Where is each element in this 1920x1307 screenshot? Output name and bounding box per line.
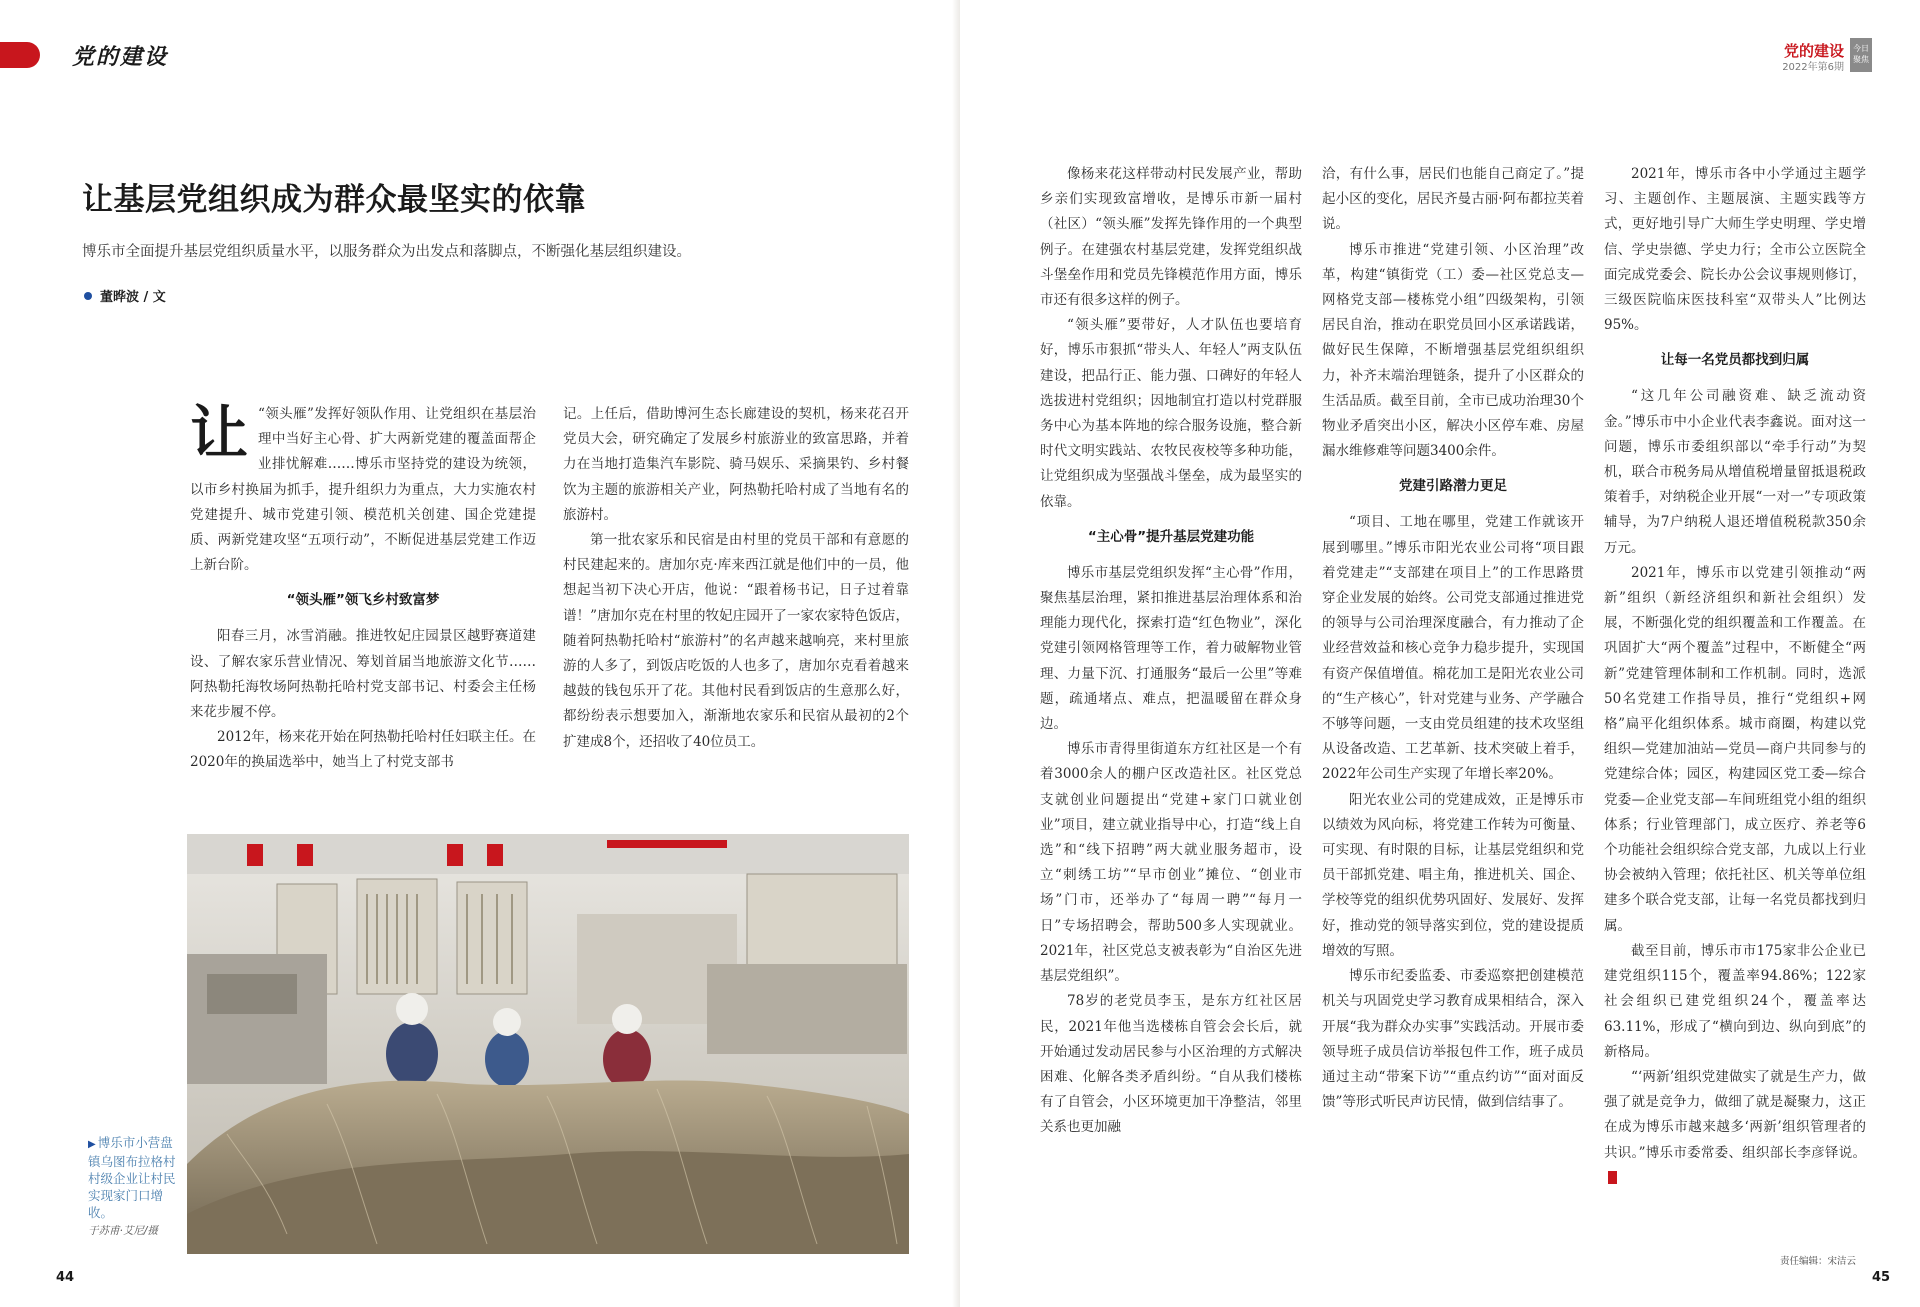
bullet-dot-icon (84, 292, 92, 300)
photo-caption (88, 1134, 180, 1240)
section-title: 党的建设 (72, 44, 169, 70)
subheading: “主心骨”提升基层党建功能 (1087, 528, 1255, 545)
paragraph: 第一批农家乐和民宿是由村里的党员干部和有意愿的村民建起来的。唐加尔克·库来西江就是他们中的一员，他想起当初下决心开店，他说：“跟着杨书记，日子过着靠谱！”唐加尔克在村里的牧妃庄园开了一家农家特色饭店，随着阿热勒托哈村“旅游村”的名声越来越响亮，来村里旅游的人多了，到饭店吃饭的人也多了，唐加尔克看着越来越鼓的钱包乐开了花。其他村民看到饭店的生意那么好，都纷纷表示想要加入，渐渐地农家乐和民宿从最初的2个扩建成8个，还招收了40位员工。 (563, 532, 909, 750)
paragraph: 2021年，博乐市以党建引领推动“两新”组织（新经济组织和新社会组织）发展，不断强化党的组织覆盖和工作覆盖。在巩固扩大“两个覆盖”过程中，不断健全“两新”党建管理体制和工作机制。同时，选派50名党建工作指导员，推行“党组织+网格”扁平化组织体系。城市商圈，构建以党组织—党建加油站—党员—商户共同参与的党建综合体；园区，构建园区党工委—综合党委—企业党支部—车间班组党小组的组织体系；行业管理部门，成立医疗、养老等6个功能社会组织综合党支部，九成以上行业协会被纳入管理；依托社区、机关等单位组建多个联合党支部，让每一名党员都找到归属。 (1604, 564, 1866, 934)
end-mark-icon (1608, 1171, 1617, 1184)
running-head-issue: 2022年第6期 (1782, 62, 1844, 73)
paragraph: 博乐市青得里街道东方红社区是一个有着3000余人的棚户区改造社区。社区党总支就创业问题提出“党建+家门口就业创业”项目，建立就业指导中心，打造“线上自选”和“线下招聘”两大就业服务超市，设立“刺绣工坊”“早市创业”摊位、“创业市场”门市，还举办了“每周一聘”“每月一日”专场招聘会，帮助500多人实现就业。2021年，社区党总支被表彰为“自治区先进基层党组织”。 (1040, 741, 1302, 985)
paragraph: 2012年，杨来花开始在阿热勒托哈村任妇联主任。在2020年的换届选举中，她当上了村党支部书 (190, 729, 536, 771)
drop-cap: 让 (190, 399, 249, 467)
noodle-factory-illustration (187, 834, 909, 1254)
photo-credit: 于苏甫·艾尼/摄 (88, 1225, 158, 1237)
paragraph: 2021年，博乐市各中小学通过主题学习、主题创作、主题展演、主题实践等方式，更好地引导广大师生学史明理、学史增信、学史崇德、学史力行；全市公立医院全面完成党委会、院长办公会议事规则修订，三级医院临床医技科室“双带头人”比例达95%。 (1604, 166, 1866, 334)
paragraph (1604, 1065, 1866, 1191)
byline (84, 286, 166, 305)
closing-paragraph-text: “‘两新’组织党建做实了就是生产力，做强了就是竞争力，做细了就是凝聚力，这正在成为博乐市越来越多‘两新’组织管理者的共识。”博乐市委常委、组织部长李彦铎说。 (1604, 1068, 1866, 1161)
caption-triangle-icon: ▶ (88, 1139, 96, 1150)
section-tab-marker (0, 42, 40, 68)
column-2 (563, 402, 909, 755)
column-5 (1604, 162, 1866, 1191)
factory-workers-photo (187, 834, 909, 1254)
caption-text: 博乐市小营盘镇乌图布拉格村村级企业让村民实现家门口增收。 (88, 1135, 176, 1220)
column-1 (190, 399, 536, 776)
paragraph: “领头雁”要带好，人才队伍也要培育好，博乐市狠抓“带头人、年轻人”两支队伍建设，把品行正、能力强、口碑好的年轻人选拔进村党组织；因地制宜打造以村党群服务中心为基本阵地的综合服务设施，整合新时代文明实践站、农牧民夜校等多种功能，让党组织成为坚强战斗堡垒，成为最坚实的依靠。 (1040, 317, 1302, 510)
paragraph: 博乐市基层党组织发挥“主心骨”作用，聚焦基层治理，紧扣推进基层治理体系和治理能力现代化，探索打造“红色物业”，深化党建引领网格管理等工作，着力破解物业管理、力量下沉、打通服务“最后一公里”等难题，疏通堵点、难点，把温暖留在群众身边。 (1040, 564, 1302, 733)
article-deck: 博乐市全面提升基层党组织质量水平，以服务群众为出发点和落脚点，不断强化基层组织建设。 (82, 244, 691, 260)
subheading: 党建引路潜力更足 (1399, 478, 1507, 495)
subheading: 让每一名党员都找到归属 (1660, 352, 1810, 369)
paragraph: “领头雁”发挥好领队作用、让党组织在基层治理中当好主心骨、扩大两新党建的覆盖面帮企业排忧解难……博乐市坚持党的建设为统领，以市乡村换届为抓手，提升组织力为重点，大力实施农村党建提升、城市党建引领、模范机关创建、国企党建提质、两新党建攻坚“五项行动”，不断促进基层党建工作迈上新台阶。 (190, 406, 536, 574)
paragraph: 阳光农业公司的党建成效，正是博乐市以绩效为风向标，将党建工作转为可衡量、可实现、有时限的目标，让基层党组织和党员干部抓党建、唱主角，推进机关、国企、学校等党的组织优势巩固好、发展好、发挥好，推动党的领导落实到位，党的建设提质增效的写照。 (1322, 791, 1584, 959)
column-badge: 今日聚焦 (1850, 38, 1872, 72)
paragraph: 78岁的老党员李玉，是东方红社区居民，2021年他当选楼栋自管会会长后，就开始通过发动居民参与小区治理的方式解决困难、化解各类矛盾纠纷。“自从我们楼栋有了自管会，小区环境更加干净整洁，邻里关系也更加融 (1040, 993, 1302, 1136)
paragraph: “项目、工地在哪里，党建工作就该开展到哪里。”博乐市阳光农业公司将“项目跟着党建走”“支部建在项目上”的工作思路贯穿企业发展的始终。公司党支部通过推进党的领导与公司治理深度融合，有力推动了企业经营效益和核心竞争力稳步提升，实现国有资产保值增值。棉花加工是阳光农业公司的“生产核心”，针对党建与业务、产学融合不够等问题，一支由党员组建的技术攻坚组从设备改造、工艺革新、技术突破上着手，2022年公司生产实现了年增长率20%。 (1322, 514, 1584, 783)
running-head-title: 党的建设 (1783, 42, 1844, 60)
column-4 (1322, 162, 1584, 1115)
article-headline: 让基层党组织成为群众最坚实的依靠 (82, 182, 586, 218)
page-number-left: 44 (56, 1270, 75, 1285)
paragraph: 像杨来花这样带动村民发展产业，帮助乡亲们实现致富增收，是博乐市新一届村（社区）“领头雁”发挥先锋作用的一个典型例子。在建强农村基层党建，发挥党组织战斗堡垒作用和党员先锋模范作用方面，博乐市还有很多这样的例子。 (1040, 166, 1302, 309)
byline-text: 董晔波 / 文 (100, 290, 166, 305)
paragraph: 截至目前，博乐市市175家非公企业已建党组织115个，覆盖率94.86%；122家社会组织已建党组织24个，覆盖率达63.11%，形成了“横向到边、纵向到底”的新格局。 (1604, 942, 1866, 1060)
paragraph: 洽，有什么事，居民们也能自己商定了。”提起小区的变化，居民齐曼古丽·阿布都拉芙着说。 (1322, 166, 1584, 233)
paragraph: 博乐市推进“党建引领、小区治理”改革，构建“镇街党（工）委—社区党总支—网格党支部—楼栋党小组”四级架构，引领居民自治，推动在职党员回小区承诺践诺，做好民生保障，不断增强基层党组织组织力，补齐末端治理链条，提升了小区群众的生活品质。截至目前，全市已成功治理30个物业矛盾突出小区，解决小区停车难、房屋漏水维修难等问题3400余件。 (1322, 241, 1584, 460)
responsible-editor: 责任编辑：宋洁云 (1780, 1256, 1857, 1267)
paragraph: 博乐市纪委监委、市委巡察把创建模范机关与巩固党史学习教育成果相结合，深入开展“我为群众办实事”实践活动。开展市委领导班子成员信访举报包件工作，班子成员通过主动“带案下访”“重点约访”“面对面反馈”等形式听民声访民情，做到信结事了。 (1322, 968, 1584, 1111)
paragraph: “这几年公司融资难、缺乏流动资金。”博乐市中小企业代表李鑫说。面对这一问题，博乐市委组织部以“牵手行动”为契机，联合市税务局从增值税增量留抵退税政策着手，对纳税企业开展“一对一”专项政策辅导，为7户纳税人退还增值税税款350余万元。 (1604, 388, 1866, 556)
subheading: “领头雁”领飞乡村致富梦 (286, 592, 440, 609)
page-number-right: 45 (1872, 1270, 1891, 1285)
paragraph: 记。上任后，借助博河生态长廊建设的契机，杨来花召开党员大会，研究确定了发展乡村旅游业的致富思路，并着力在当地打造集汽车影院、骑马娱乐、采摘果钓、乡村餐饮为主题的旅游相关产业，阿热勒托哈村成了当地有名的旅游村。 (563, 406, 909, 523)
column-3 (1040, 162, 1302, 1141)
paragraph: 阳春三月，冰雪消融。推进牧妃庄园景区越野赛道建设、了解农家乐营业情况、筹划首届当地旅游文化节……阿热勒托海牧场阿热勒托哈村党支部书记、村委会主任杨来花步履不停。 (190, 628, 536, 721)
